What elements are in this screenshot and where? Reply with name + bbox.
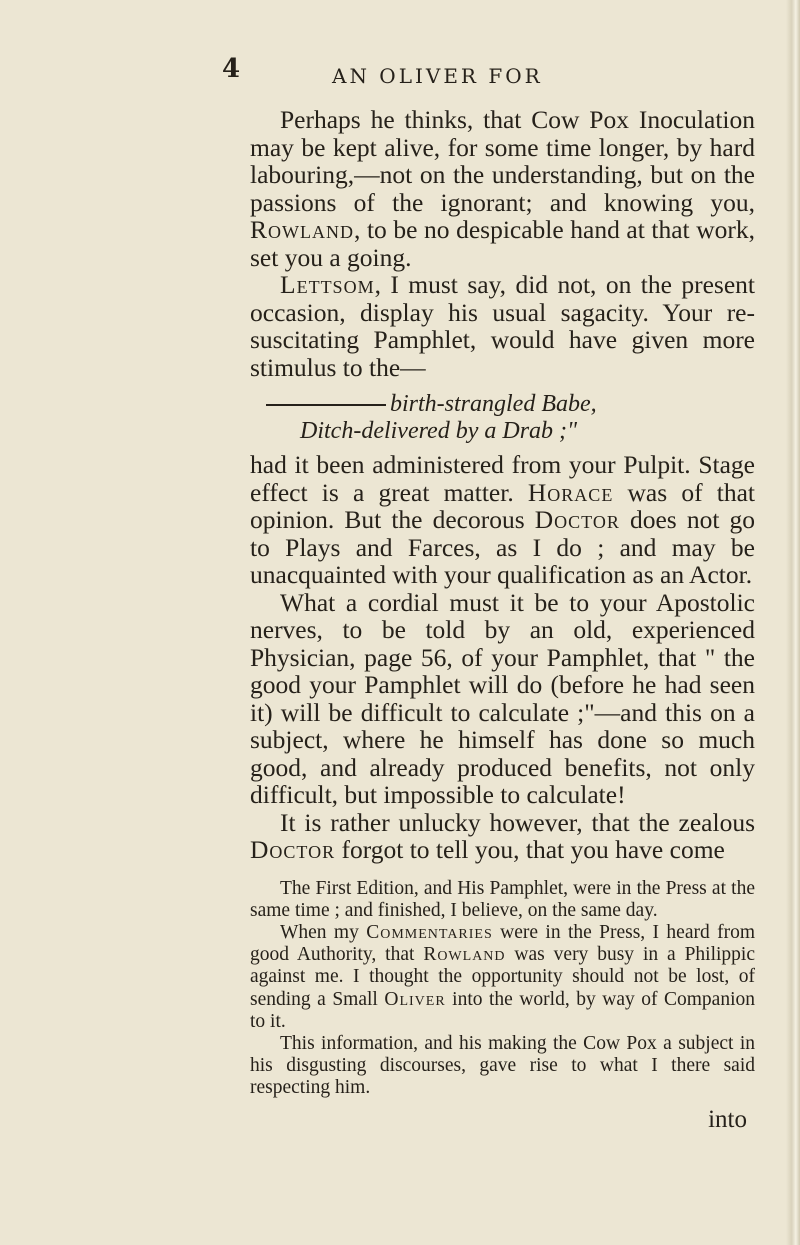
paragraph-4: What a cordial must it be to your Apostolic nerves, to be told by an old, experienced Physician, page 56, of your Pamphlet, that " the good your Pamphlet will do (before he had seen it) will be difficult to calculate ;"—and this on a subject, where he himself has done so much good, and already produced benefits, not only difficult, but impossible to calculate! (250, 587, 755, 809)
name-doctor: Doctor (534, 505, 620, 534)
name-rowland: Rowland (250, 215, 354, 244)
footnote-paragraph-1: The First Edition, and His Pamphlet, were in the Press at the same time ; and finished, I believe, on the same day. (250, 877, 755, 921)
footnote (250, 878, 755, 1100)
name-lettsom: Lettsom (280, 270, 375, 299)
verse-quotation (250, 391, 755, 445)
paragraph-5: It is rather unlucky however, that the zealous Doctor forgot to tell you, that you have come (250, 807, 755, 864)
main-text (250, 106, 755, 1134)
footnote-paragraph-2: When my Commentaries were in the Press, I heard from good Authority, that Rowland was very busy in a Philippic against me. I thought the opportunity should not be lost, of sending a Small Oliver into the world, by way of Companion to it. (250, 921, 755, 1032)
name-doctor-2: Doctor (250, 835, 336, 864)
page-edge (786, 0, 800, 1245)
running-head: AN OLIVER FOR (332, 64, 543, 88)
quote-line-1: birth-strangled Babe, (250, 391, 755, 418)
catchword: into (708, 1105, 747, 1133)
name-horace: Horace (527, 477, 614, 507)
paragraph-3: had it been administered from your Pulpit. Stage effect is a great matter. Horace was of that opinion. But the decorous Doctor does not go to Plays and Farces, as I do ; and may be unacquainted with your qualification as an Actor. (250, 450, 756, 589)
name-commentaries: Commentaries (366, 921, 493, 943)
paragraph-1: Perhaps he thinks, that Cow Pox Inoculation may be kept alive, for some time longer, by hard labouring,—not on the understanding, but on the passions of the ignorant; and knowing you, Rowland, to be no despicable hand at that work, set you a going. (250, 105, 755, 272)
name-rowland-2: Rowland (423, 944, 506, 966)
name-oliver: Oliver (384, 988, 446, 1010)
quote-line-2: Ditch-delivered by a Drab ;" (300, 418, 578, 444)
paragraph-2: Lettsom, I must say, did not, on the present occasion, display his usual sagacity. Your re-suscitating Pamphlet, would have given more stimulus to the— (250, 270, 755, 382)
page-number: 4 (222, 54, 241, 84)
page-header (222, 54, 682, 92)
footnote-paragraph-3: This information, and his making the Cow Pox a subject in his disgusting discourses, gave rise to what I there said respecting him. (250, 1032, 755, 1099)
